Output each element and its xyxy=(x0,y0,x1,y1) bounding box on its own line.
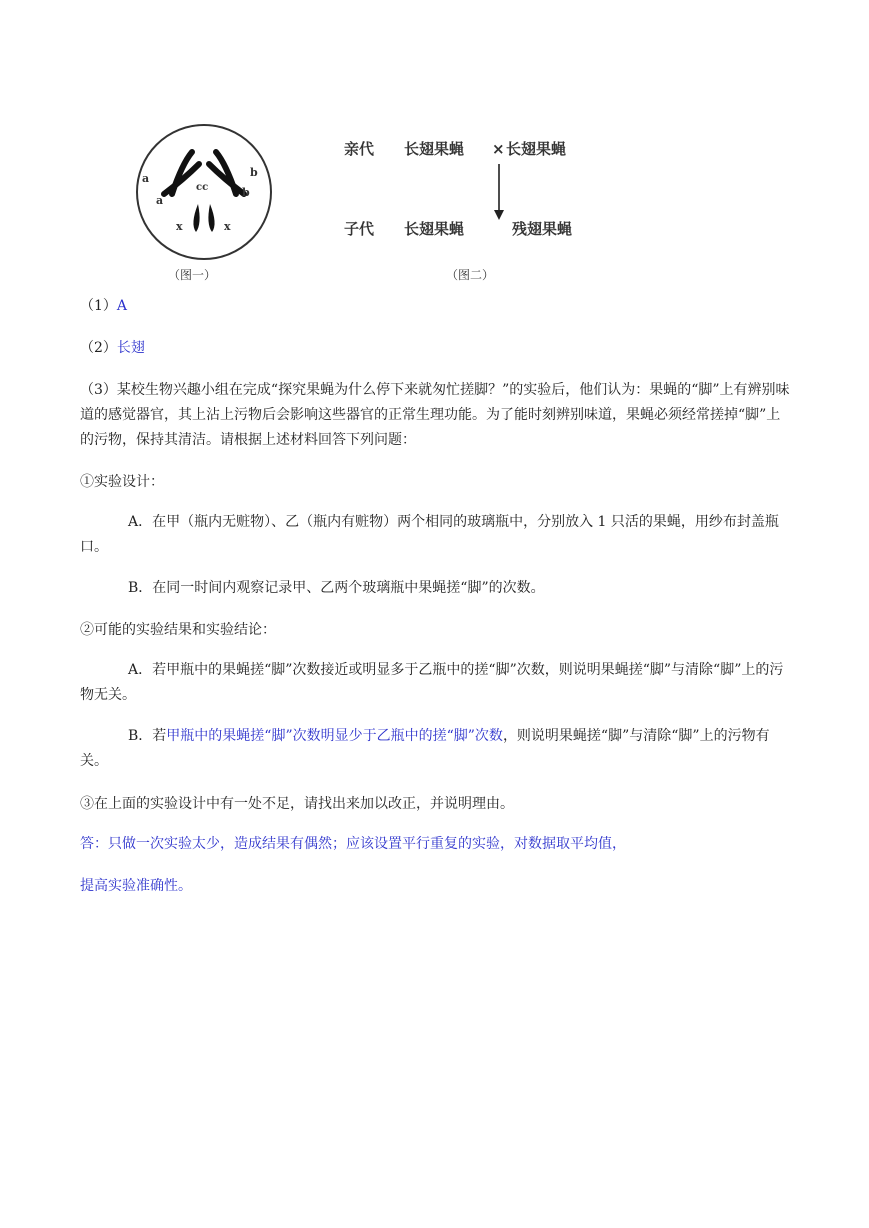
flaw-title: ③在上面的实验设计中有一处不足，请找出来加以改正，并说明理由。 xyxy=(80,796,514,812)
result-b xyxy=(80,724,792,774)
answer-1-prefix: （1） xyxy=(80,298,117,314)
label-b-inner: b xyxy=(242,186,250,199)
chromosome-diagram xyxy=(124,124,284,284)
cross-symbol: × xyxy=(492,140,505,158)
cross-diagram xyxy=(344,130,614,280)
question-3-intro: （3）某校生物兴趣小组在完成“探究果蝇为什么停下来就匆忙搓脚？”的实验后，他们认为：果蝇的“脚”上有辨别味道的感觉器官，其上沾上污物后会影响这些器官的正常生理功能。为了能时刻辨别味道，果蝇必须经常搓掉“脚”上的污物，保持其清洁。请根据上述材料回答下列问题： xyxy=(80,382,790,448)
flaw-answer-line-2: 提高实验准确性。 xyxy=(80,878,192,894)
answer-2-value: 长翅 xyxy=(116,340,145,356)
result-b-prefix: B．若 xyxy=(128,728,167,744)
label-c-mid: cc xyxy=(196,182,209,193)
offspring-right: 残翅果蝇 xyxy=(512,220,573,238)
result-a: A．若甲瓶中的果蝇搓“脚”次数接近或明显多于乙瓶中的搓“脚”次数，则说明果蝇搓“脚”与清除“脚”上的污物无关。 xyxy=(80,662,784,703)
answer-1 xyxy=(80,294,792,319)
label-b-right: b xyxy=(250,166,258,179)
parent-generation-label: 亲代 xyxy=(344,140,375,158)
design-step-b: B．在同一时间内观察记录甲、乙两个玻璃瓶中果蝇搓“脚”的次数。 xyxy=(128,580,545,596)
offspring-generation-label: 子代 xyxy=(344,220,375,238)
parent-left: 长翅果蝇 xyxy=(404,140,465,158)
offspring-left: 长翅果蝇 xyxy=(404,220,465,238)
result-b-suffix: ，则说明果蝇搓“脚”与清除“脚”上的污物有关。 xyxy=(80,728,770,769)
label-a-left: a xyxy=(142,172,150,185)
answer-1-value: A xyxy=(116,298,128,314)
label-a-inner: a xyxy=(156,194,164,207)
answer-2-prefix: （2） xyxy=(80,340,117,356)
figures-area xyxy=(124,124,604,286)
results-title: ②可能的实验结果和实验结论： xyxy=(80,622,276,638)
parent-right: 长翅果蝇 xyxy=(506,140,567,158)
design-step-a: A．在甲（瓶内无赃物）、乙（瓶内有赃物）两个相同的玻璃瓶中，分别放入 1 只活的果蝇，用纱布封盖瓶口。 xyxy=(80,514,779,555)
label-x-right: x xyxy=(224,220,231,233)
result-b-answer: 甲瓶中的果蝇搓“脚”次数明显少于乙瓶中的搓“脚”次数 xyxy=(166,728,503,744)
label-x-left: x xyxy=(176,220,183,233)
figure-2-caption: （图二） xyxy=(446,268,495,282)
design-title: ①实验设计： xyxy=(80,474,164,490)
figure-1-caption: （图一） xyxy=(168,268,217,282)
answer-2 xyxy=(80,336,792,361)
flaw-answer-line-1: 答：只做一次实验太少，造成结果有偶然；应该设置平行重复的实验，对数据取平均值， xyxy=(80,836,626,852)
